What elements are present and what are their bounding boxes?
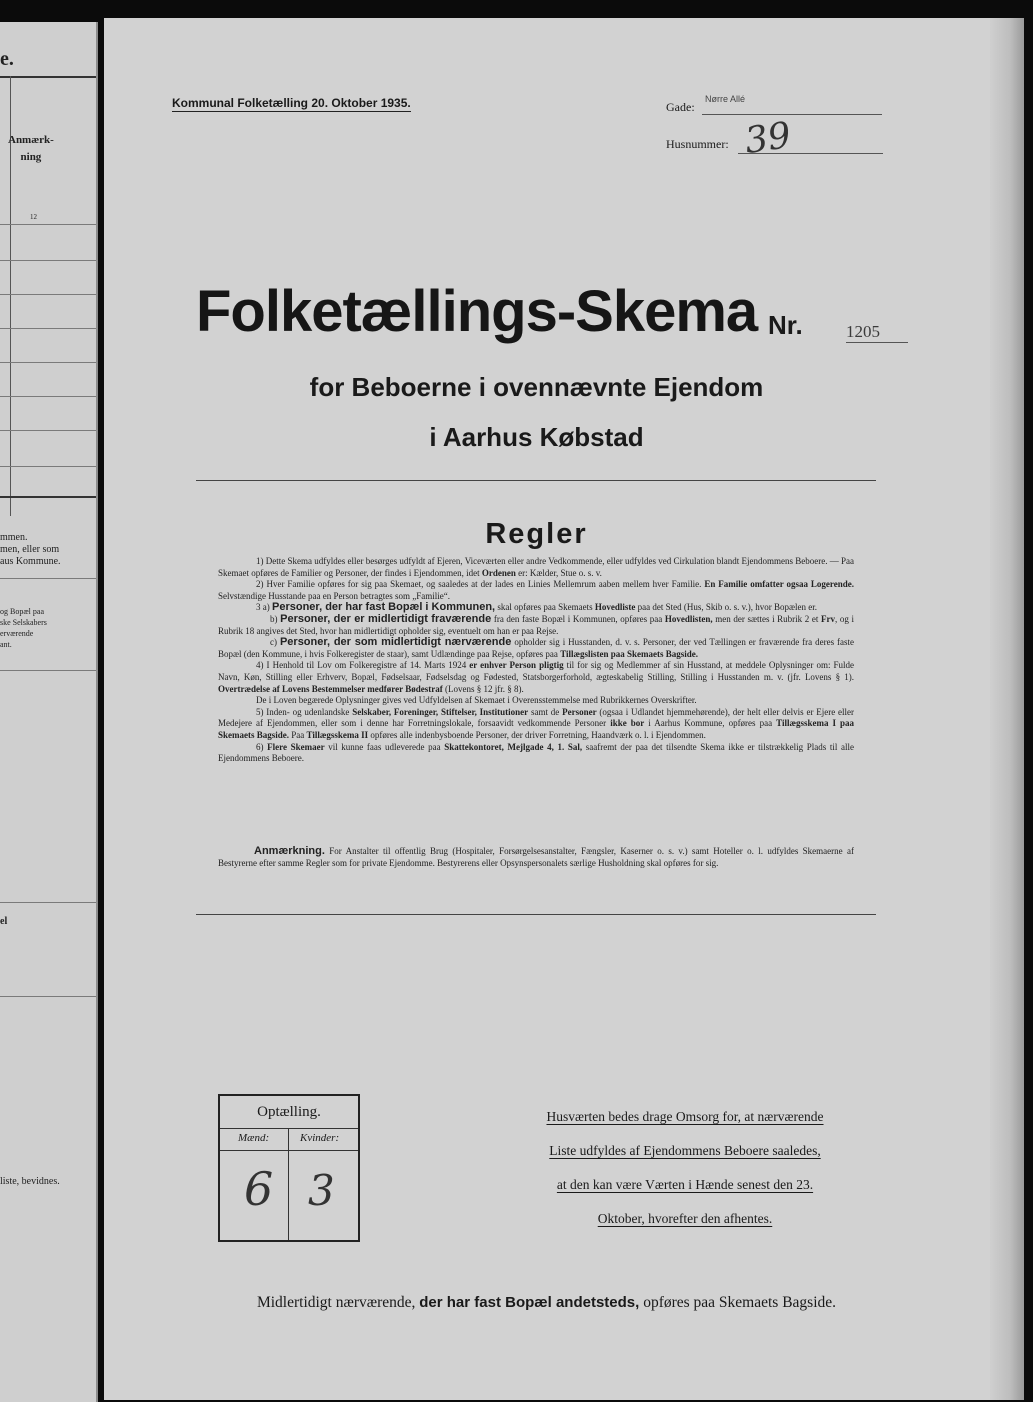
landlord-note: Husværten bedes drage Omsorg for, at nærværende Liste udfyldes af Ejendommens Beboere saaledes, at den kan være Værten i Hænde senest den 23. Oktober, hvorefter den afhentes. <box>546 1109 824 1226</box>
rule-4b: De i Loven begærede Oplysninger gives ved Udfyldelsen af Skemaet i Overensstemmelse med Rubrikkernes Overskrifter. <box>256 695 697 706</box>
divider-bottom <box>196 914 876 915</box>
left-note-4: liste, bevidnes. <box>0 1176 60 1187</box>
street-label: Gade: <box>666 100 695 114</box>
left-note-2: og Bopæl paa ske Selskabers erværende ant. <box>0 607 47 649</box>
rules-body <box>218 556 854 765</box>
nr-label: Nr. <box>768 310 803 340</box>
rule-6: 6) Flere Skemaer vil kunne faas udleverede paa Skattekontoret, Mejlgade 4, 1. Sal, saafremt der paa det tilsendte Skema ikke er tilstrækkelig Plads til alle Ejendommens Beboere. <box>218 741 855 764</box>
note-paragraph: Anmærkning. For Anstalter til offentlig Brug (Hospitaler, Forsørgelsesanstalter, Fængsler, Kaserner o. s. v.) samt Hoteller o. l. udfyldes Skemaerne af Bestyrerne efter samme Regler som for private Ejendomme. Bestyrerens eller Opsynspersonalets særlige Husholdning skal opføres for sig. <box>218 845 855 868</box>
women-count: 3 <box>308 1166 335 1215</box>
rule-5: 5) Inden- og udenlandske Selskaber, Foreninger, Stiftelser, Institutioner samt de Personer (ogsaa i Udlandet hjemmehørende), der helt eller delvis er Ejere eller Medejere af Ejendommen, eller som i denne har Forretningslokale, forsaavidt vedkommende Personer ikke bor i Aarhus Kommune, opføres paa Tillægsskema I paa Skemaets Bagside. Paa Tillægsskema II opføres alle indenbysboende Personer, der driver Forretning, Haandværk o. l. i Ejendommen. <box>218 706 855 740</box>
note-label: Anmærkning. <box>254 845 325 857</box>
count-title: Optælling. <box>220 1096 358 1129</box>
street-value: Nørre Allé <box>705 94 746 104</box>
left-heading-fragment: e. <box>0 48 14 70</box>
count-box <box>218 1094 360 1242</box>
left-note-3: el <box>0 916 8 927</box>
rules-heading: Regler <box>485 518 588 550</box>
women-label: Kvinder: <box>300 1132 340 1144</box>
census-title: Kommunal Folketælling 20. Oktober 1935. <box>172 96 411 110</box>
subtitle-city: i Aarhus Købstad <box>429 422 644 452</box>
house-label: Husnummer: <box>666 137 729 151</box>
footer-note: Midlertidigt nærværende, der har fast Bopæl andetsteds, opføres paa Skemaets Bagside. <box>256 1294 837 1311</box>
rule-1: 1) Dette Skema udfyldes eller besørges udfyldt af Ejeren, Viceværten eller andre Vedkommende, eller udfyldes ved Cirkulation blandt Ejendommens Beboere. — Paa Skemaet opføres de Familier og Personer, der findes i Ejendommen, idet Ordenen er: Kælder, Stue o. s. v. <box>218 556 854 578</box>
left-col-number: 12 <box>30 213 37 221</box>
rule-4: 4) I Henhold til Lov om Folkeregistre af 14. Marts 1924 er enhver Person pligtig til for sig og Medlemmer af sin Husstand, at meddele Oplysninger om: Fulde Navn, Køn, Stilling eller Erhverv, Bopæl, Fødselsaar, Fødselsdag og Fødested, Statsborgerforhold, ægteskabelig Stilling, Stilling i Husstanden m. v. (jfr. Lovens § 1). Overtrædelse af Lovens Bestemmelser medfører Bødestraf (Lovens § 12 jfr. § 8). <box>218 660 854 694</box>
page-edge-shadow <box>990 18 1024 1400</box>
men-count: 6 <box>244 1162 274 1216</box>
street-line <box>702 114 882 115</box>
rule-2: 2) Hver Familie opføres for sig paa Skemaet, og saaledes at der lades en Linies Mellemrum aaben mellem hver Familie. En Familie omfatter ogsaa Logerende. Selvstændige Husstande paa en Person betragtes som „Familie“. <box>218 579 854 601</box>
house-value: 39 <box>742 115 794 162</box>
left-note-1: mmen. men, eller som aus Kommune. <box>0 532 61 567</box>
divider-top <box>196 480 876 481</box>
rule-3a: 3 a) Personer, der har fast Bopæl i Kommunen, skal opføres paa Skemaets Hovedliste paa det Sted (Hus, Skib o. s. v.), hvor Bopælen er. <box>256 601 817 614</box>
form-title: Folketællings-Skema <box>196 279 758 344</box>
rule-3b: b) Personer, der er midlertidigt fraværende fra den faste Bopæl i Kommunen, opføres paa Hovedlisten, men der sættes i Rubrik 2 et Frv, og i Rubrik 18 angives det Sted, hvor han midlertidigt opholder sig, eventuelt om han er paa Rejse. <box>218 612 854 636</box>
rule-3c: c) Personer, der som midlertidigt nærværende opholder sig i Husstanden, d. v. s. Personer, der ved Tællingen er fraværende fra deres faste Bopæl (den Kommune, i hvis Folkeregister de staar), samt Udlændinge paa Rejse, opføres paa Tillægslisten paa Skemaets Bagside. <box>218 636 855 659</box>
house-line <box>738 153 883 154</box>
left-col-header: Anmærk- ning <box>8 134 54 163</box>
left-page-fragment <box>0 22 98 1402</box>
men-label: Mænd: <box>238 1132 270 1144</box>
subtitle-residents: for Beboerne i ovennævnte Ejendom <box>309 372 764 402</box>
form-number: 1205 <box>846 322 908 343</box>
